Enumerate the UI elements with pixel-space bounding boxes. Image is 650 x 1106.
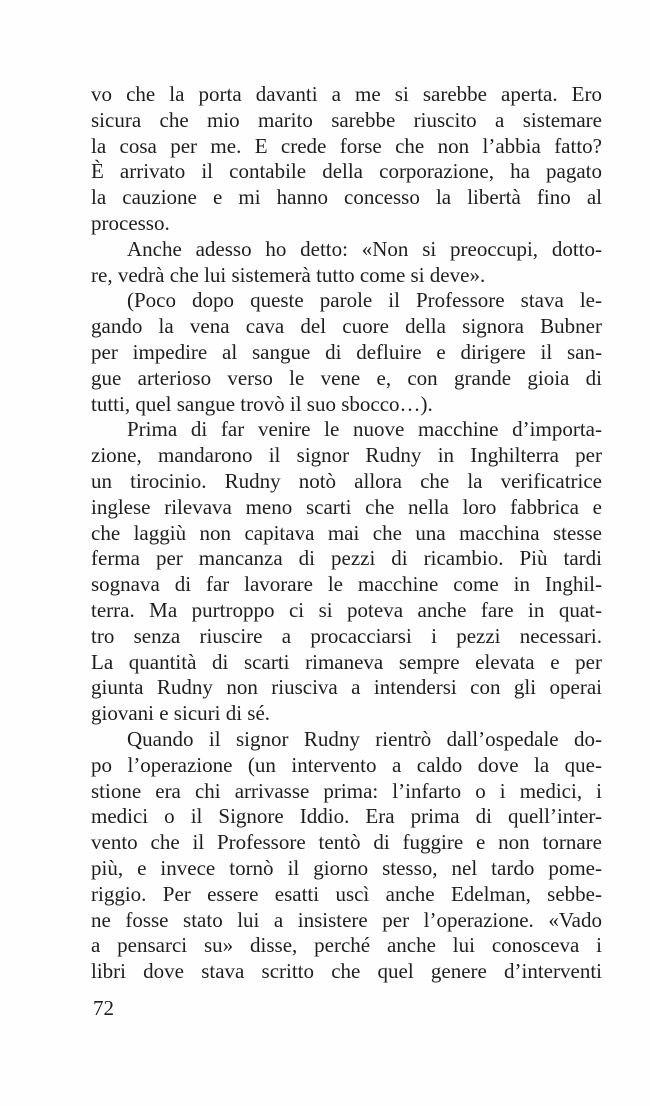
text-line: sognava di far lavorare le macchine come in Inghil- bbox=[91, 572, 602, 597]
text-line: È arrivato il contabile della corporazione, ha pagato bbox=[91, 159, 602, 184]
text-line: re, vedrà che lui sistemerà tutto come si deve». bbox=[91, 262, 486, 287]
text-line: stione era chi arrivasse prima: l’infarto o i medici, i bbox=[91, 778, 602, 803]
text-line: per impedire al sangue di defluire e dirigere il san- bbox=[91, 339, 602, 364]
text-line: che laggiù non capitava mai che una macchina stesse bbox=[91, 520, 602, 545]
text-line: tro senza riuscire a procacciarsi i pezzi necessari. bbox=[91, 623, 602, 648]
text-line: ferma per mancanza di pezzi di ricambio. Più tardi bbox=[91, 546, 602, 571]
text-line: riggio. Per essere esatti uscì anche Edelman, sebbe- bbox=[91, 881, 602, 906]
text-line: vento che il Professore tentò di fuggire e non tornare bbox=[91, 830, 602, 855]
text-line: po l’operazione (un intervento a caldo dove la que- bbox=[91, 752, 602, 777]
text-line: inglese rilevava meno scarti che nella loro fabbrica e bbox=[91, 494, 602, 519]
text-line: un tirocinio. Rudny notò allora che la verificatrice bbox=[91, 468, 602, 493]
text-line: terra. Ma purtroppo ci si poteva anche fare in quat- bbox=[91, 597, 602, 622]
text-line: la cosa per me. E crede forse che non l’abbia fatto? bbox=[91, 133, 602, 158]
text-line: zione, mandarono il signor Rudny in Inghilterra per bbox=[91, 443, 602, 468]
text-line: La quantità di scarti rimaneva sempre elevata e per bbox=[91, 649, 602, 674]
text-line: vo che la porta davanti a me si sarebbe aperta. Ero bbox=[91, 82, 602, 106]
text-line: Quando il signor Rudny rientrò dall’ospedale do- bbox=[127, 726, 602, 751]
text-line: Anche adesso ho detto: «Non si preoccupi, dotto- bbox=[127, 236, 602, 261]
text-line: processo. bbox=[91, 210, 170, 235]
text-line: medici o il Signore Iddio. Era prima di quell’inter- bbox=[91, 804, 602, 829]
text-line: giunta Rudny non riusciva a intendersi con gli operai bbox=[91, 675, 602, 700]
text-line: Prima di far venire le nuove macchine d’importa- bbox=[127, 417, 602, 442]
text-line: la cauzione e mi hanno concesso la libertà fino al bbox=[91, 185, 602, 210]
text-line: più, e invece tornò il giorno stesso, nel tardo pome- bbox=[91, 855, 602, 880]
text-line: gue arterioso verso le vene e, con grande gioia di bbox=[91, 365, 602, 390]
text-line: libri dove stava scritto che quel genere d’interventi bbox=[91, 959, 602, 984]
text-line: (Poco dopo queste parole il Professore stava le- bbox=[127, 288, 602, 313]
page-text-block bbox=[91, 82, 602, 985]
text-line: ne fosse stato lui a insistere per l’operazione. «Vado bbox=[91, 907, 602, 932]
text-line: tutti, quel sangue trovò il suo sbocco…). bbox=[91, 391, 433, 416]
text-line: a pensarci su» disse, perché anche lui conosceva i bbox=[91, 933, 602, 958]
text-line: sicura che mio marito sarebbe riuscito a sistemare bbox=[91, 107, 602, 132]
text-line: gando la vena cava del cuore della signora Bubner bbox=[91, 314, 602, 339]
text-line: giovani e sicuri di sé. bbox=[91, 701, 271, 726]
page-number: 72 bbox=[93, 996, 114, 1020]
